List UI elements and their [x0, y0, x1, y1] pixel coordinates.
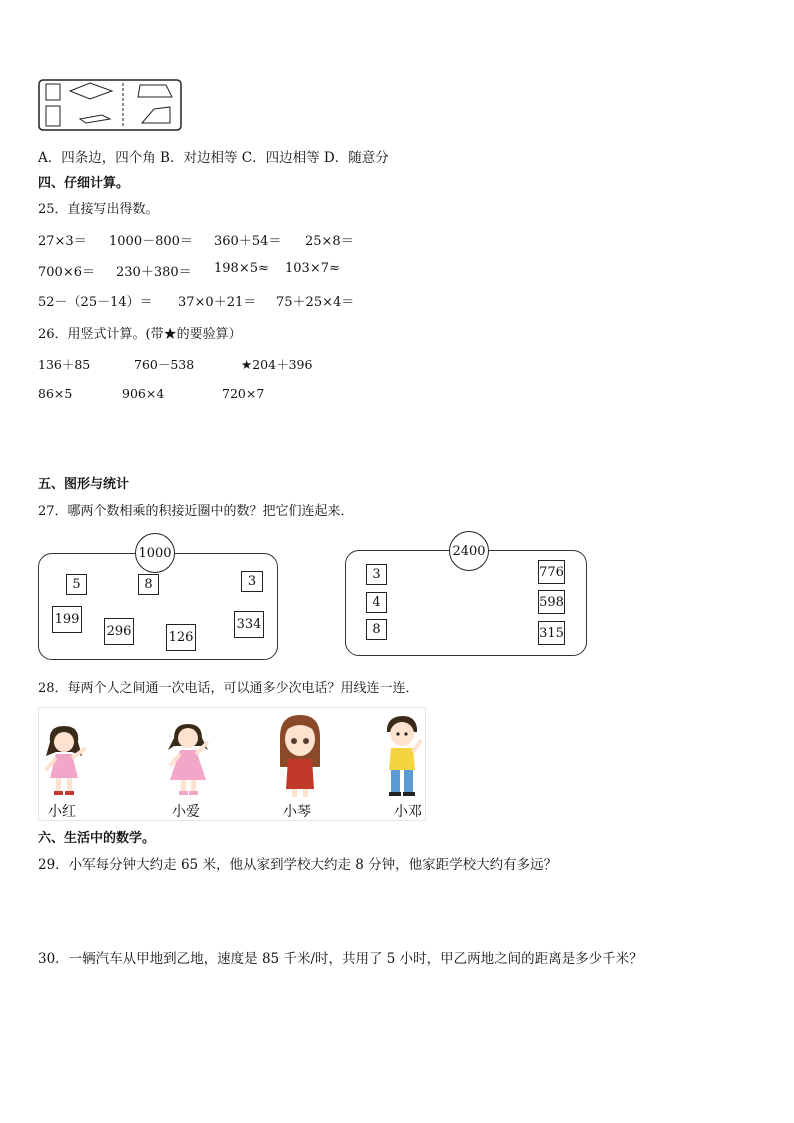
person-name-label: 小爱 [172, 804, 200, 820]
q25-item: 1000－800＝ [109, 234, 193, 249]
number-box: 334 [234, 611, 264, 638]
section6-title: 六、生活中的数学。 [38, 831, 156, 846]
q25-item: 198×5≈ [214, 261, 269, 276]
number-box: 598 [538, 590, 565, 614]
q25-item: 700×6＝ [38, 265, 95, 280]
q26-item: 760－538 [134, 357, 195, 372]
number-box: 4 [366, 592, 387, 613]
q26-item: ★204＋396 [241, 357, 313, 372]
q25-item: 37×0＋21＝ [178, 295, 257, 310]
q26-title: 26．用竖式计算。(带★的要验算） [38, 327, 242, 342]
q25-item: 52－（25－14）＝ [38, 295, 153, 310]
number-box: 3 [366, 564, 387, 585]
girl-figure-xiaohong [38, 722, 98, 798]
girl-figure-xiaoqin [272, 713, 328, 799]
q25-item: 103×7≈ [285, 261, 340, 276]
number-box: 126 [166, 624, 196, 651]
number-box: 296 [104, 618, 134, 645]
q30-text: 30．一辆汽车从甲地到乙地，速度是 85 千米/时，共用了 5 小时，甲乙两地之间的距离是多少千米？ [38, 951, 643, 967]
girl-figure-xiaoai [160, 720, 220, 798]
q25-item: 360＋54＝ [214, 234, 282, 249]
number-box: 315 [538, 621, 565, 645]
section4-title: 四、仔细计算。 [38, 176, 130, 191]
section5-title: 五、图形与统计 [38, 477, 130, 492]
person-name-label: 小琴 [283, 804, 311, 820]
number-box: 8 [138, 574, 159, 595]
q25-title: 25．直接写出得数。 [38, 202, 159, 217]
target-circle-2400: 2400 [449, 531, 489, 571]
number-box: 199 [52, 606, 82, 633]
q25-item: 75＋25×4＝ [276, 295, 355, 310]
q25-item: 27×3＝ [38, 234, 87, 249]
q26-item: 136＋85 [38, 357, 91, 372]
q24-options: A．四条边，四个角 B．对边相等 C．四边相等 D．随意分 [38, 150, 389, 166]
shapes-illustration [38, 79, 182, 131]
q26-item: 720×7 [222, 386, 265, 401]
q26-item: 86×5 [38, 386, 73, 401]
boy-figure-xiaodeng [377, 714, 427, 800]
q26-item: 906×4 [122, 386, 165, 401]
person-name-label: 小邓 [394, 804, 422, 820]
q25-item: 25×8＝ [305, 234, 354, 249]
q29-text: 29．小军每分钟大约走 65 米，他从家到学校大约走 8 分钟，他家距学校大约有多远？ [38, 857, 558, 873]
number-box: 8 [366, 619, 387, 640]
person-name-label: 小红 [48, 804, 76, 820]
number-box: 5 [66, 574, 87, 595]
target-circle-1000: 1000 [135, 533, 175, 573]
q27-title: 27．哪两个数相乘的积接近圈中的数？把它们连起来． [38, 504, 354, 519]
number-box: 3 [241, 571, 263, 592]
number-box: 776 [538, 560, 565, 584]
q28-title: 28．每两个人之间通一次电话，可以通多少次电话？用线连一连． [38, 681, 419, 696]
q25-item: 230＋380＝ [116, 265, 192, 280]
